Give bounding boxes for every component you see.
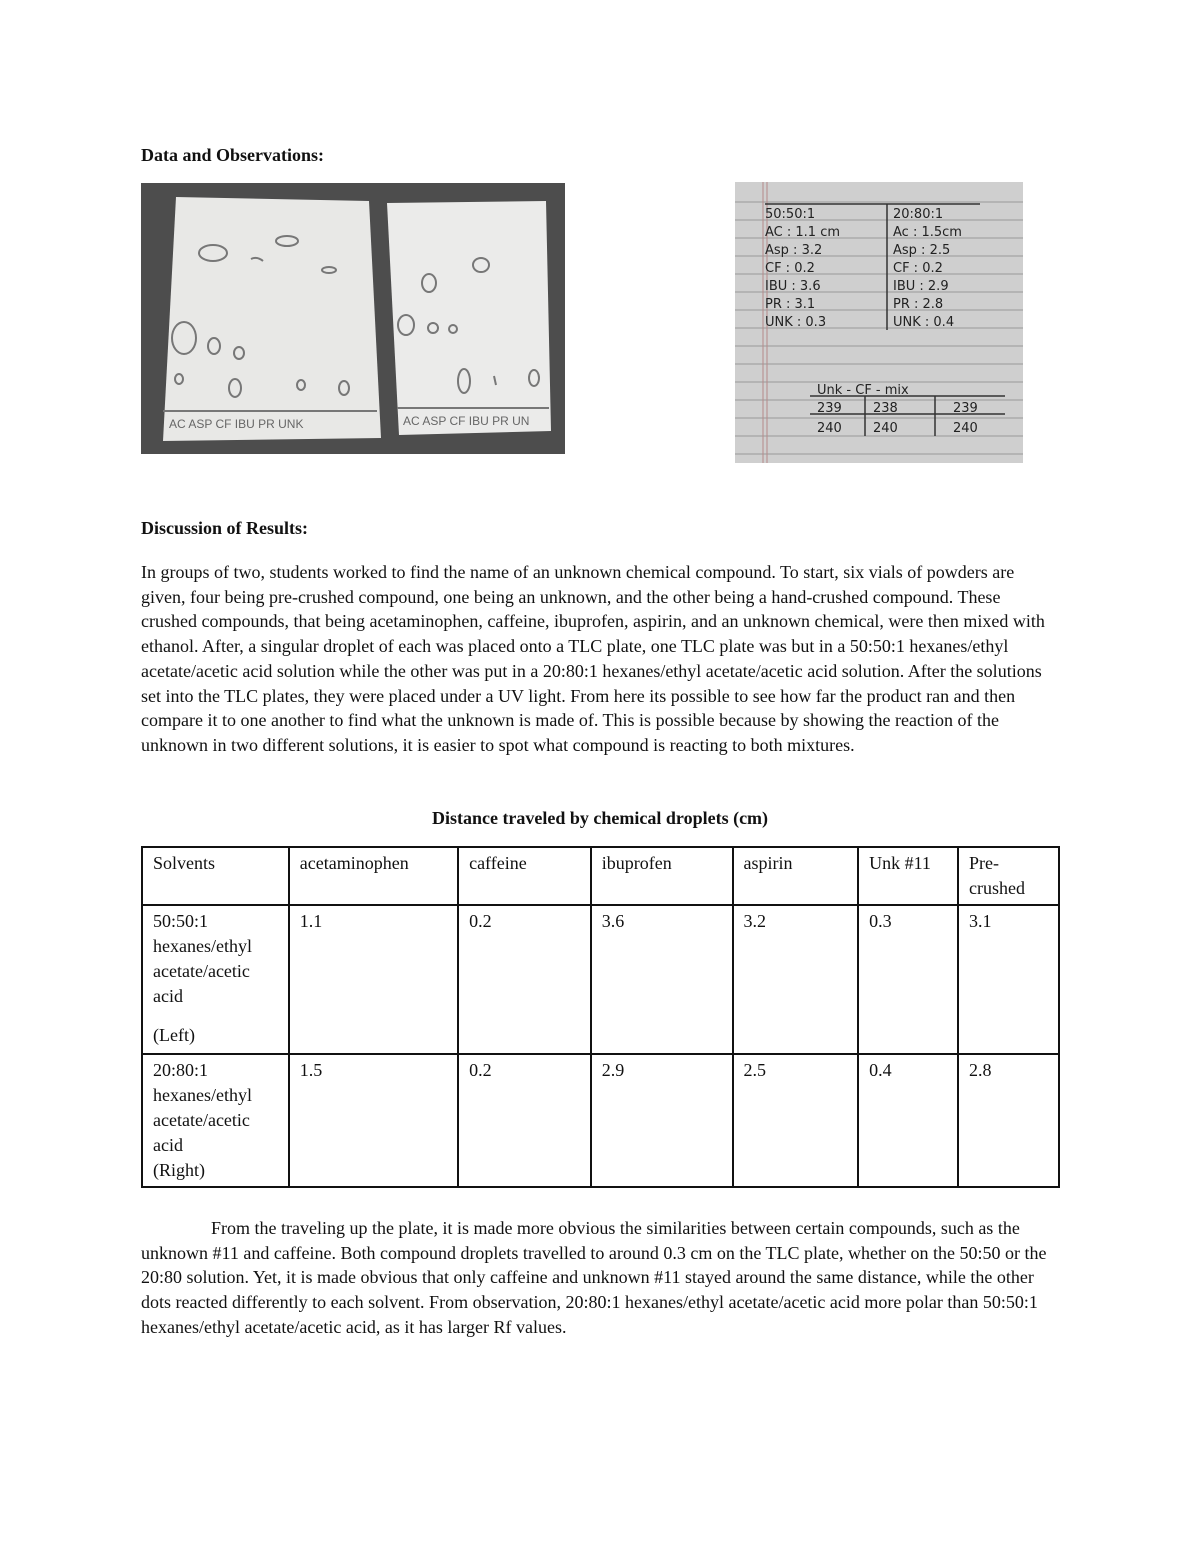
table-cell: 2.5 — [733, 1054, 859, 1187]
note-bottom-header: Unk - CF - mix — [817, 383, 909, 398]
discussion-heading: Discussion of Results: — [141, 518, 309, 538]
header-cell: acetaminophen — [289, 847, 458, 905]
note-col1-0: 50:50:1 — [765, 207, 816, 222]
discussion-paragraph: In groups of two, students worked to find the name of an unknown chemical compound. To start, six vials of powders are given, four being pre-crushed compound, one being an unknown, and the other being a hand-crushed compound. These crushed compounds, that being acetaminophen, caffeine, ibuprofen, aspirin, and an unknown chemical, were then mixed with ethanol. After, a singular droplet of each was placed onto a TLC plate, one TLC plate was but in a 50:50:1 hexanes/ethyl acetate/acetic acid solution while the other was put in a 20:80:1 hexanes/ethyl acetate/acetic acid solution. After the solutions set into the TLC plates, they were placed under a UV light. From here its possible to see how far the product ran and then compare it to one another to find what the unknown is made of. This is possible because by showing the reaction of the unknown in two different solutions, it is easier to spot what compound is reacting to both mixtures. — [141, 562, 1045, 755]
table-caption: Distance traveled by chemical droplets (cm) — [431, 808, 769, 828]
solvent-cell — [142, 905, 289, 1054]
solvent-side: (Right) — [153, 1160, 205, 1180]
table-cell: 3.2 — [733, 905, 859, 1054]
table-cell: 2.9 — [591, 1054, 733, 1187]
table-cell: 0.3 — [858, 905, 958, 1054]
note-col2-0: 20:80:1 — [893, 207, 944, 222]
table-cell: 3.1 — [958, 905, 1059, 1054]
tlc-plates-photo — [141, 183, 565, 454]
table-cell: 1.5 — [289, 1054, 458, 1187]
table-row — [142, 905, 1059, 1054]
right-plate-labels: AC ASP CF IBU PR UN — [403, 414, 530, 428]
note-bottom-r2c1: 240 — [817, 421, 842, 436]
table-cell: 0.2 — [458, 905, 591, 1054]
note-col2-2: Asp : 2.5 — [893, 243, 951, 258]
note-bottom-r1c1: 239 — [817, 401, 842, 416]
table-header-row — [142, 847, 1059, 905]
table-cell: 3.6 — [591, 905, 733, 1054]
left-plate-labels: AC ASP CF IBU PR UNK — [169, 417, 304, 431]
table-row — [142, 1054, 1059, 1187]
note-col1-2: Asp : 3.2 — [765, 243, 823, 258]
table-cell: 2.8 — [958, 1054, 1059, 1187]
note-bottom-r1c3: 239 — [953, 401, 978, 416]
note-col2-1: Ac : 1.5cm — [893, 225, 962, 240]
note-col2-3: CF : 0.2 — [893, 261, 943, 276]
table-cell: 1.1 — [289, 905, 458, 1054]
solvent-name: 50:50:1 hexanes/ethyl acetate/acetic acid — [153, 911, 252, 1006]
conclusion-paragraph: From the traveling up the plate, it is made more obvious the similarities between certain compounds, such as the unknown #11 and caffeine. Both compound droplets travelled to around 0.3 cm on the TLC plate, whether on the 50:50 or the 20:80 solution. Yet, it is made obvious that only caffeine and unknown #11 stayed around the same distance, while the other dots reacted differently to each solvent. From observation, 20:80:1 hexanes/ethyl acetate/acetic acid more polar than 50:50:1 hexanes/ethyl acetate/acetic acid, as it has larger Rf values. — [141, 1218, 1047, 1337]
header-cell: caffeine — [458, 847, 591, 905]
header-cell: aspirin — [733, 847, 859, 905]
note-col1-1: AC : 1.1 cm — [765, 225, 841, 240]
note-col1-3: CF : 0.2 — [765, 261, 815, 276]
data-observations-heading: Data and Observations: — [141, 145, 325, 165]
note-bottom-r1c2: 238 — [873, 401, 898, 416]
header-cell: ibuprofen — [591, 847, 733, 905]
table-cell: 0.4 — [858, 1054, 958, 1187]
header-cell: Solvents — [142, 847, 289, 905]
note-col2-6: UNK : 0.4 — [893, 315, 955, 330]
solvent-cell — [142, 1054, 289, 1187]
note-col2-5: PR : 2.8 — [893, 297, 944, 312]
note-col1-5: PR : 3.1 — [765, 297, 816, 312]
solvent-side: (Left) — [153, 1025, 195, 1045]
note-col2-4: IBU : 2.9 — [893, 279, 949, 294]
note-bottom-r2c2: 240 — [873, 421, 898, 436]
table-cell: 0.2 — [458, 1054, 591, 1187]
results-table — [141, 846, 1060, 1188]
note-bottom-r2c3: 240 — [953, 421, 978, 436]
header-cell: Unk #11 — [858, 847, 958, 905]
solvent-name: 20:80:1 hexanes/ethyl acetate/acetic acid — [153, 1060, 252, 1155]
note-col1-6: UNK : 0.3 — [765, 315, 827, 330]
notebook-photo — [735, 182, 1023, 463]
header-cell: Pre-crushed — [958, 847, 1059, 905]
note-col1-4: IBU : 3.6 — [765, 279, 821, 294]
